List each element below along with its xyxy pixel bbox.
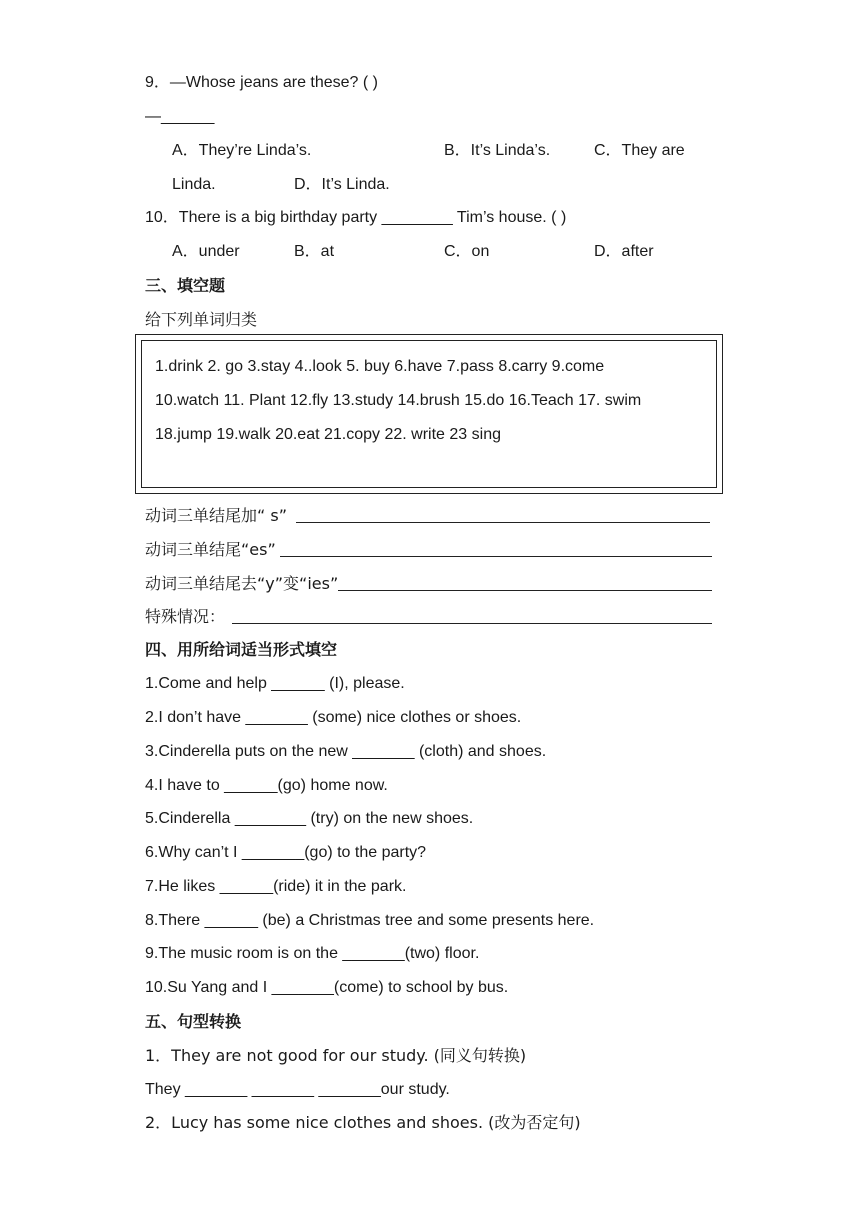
category-special-label: 特殊情况：: [145, 607, 226, 626]
section4-item: 10.Su Yang and I _______(come) to school by bus.: [145, 979, 509, 996]
word-bank-inner-frame: [141, 340, 717, 488]
q9-option-b: B．It’s Linda’s.: [444, 142, 551, 159]
category-add-es-answer-line: [280, 556, 712, 557]
q10-option-d: D．after: [594, 243, 654, 260]
section4-item: 7.He likes ______(ride) it in the park.: [145, 878, 407, 895]
section4-heading: 四、用所给词适当形式填空: [145, 640, 338, 659]
word-bank-line-3: 18.jump 19.walk 20.eat 21.copy 22. write 23 sing: [155, 426, 501, 443]
q9-option-c-continued: Linda.: [172, 176, 216, 193]
category-y-to-ies-answer-line: [338, 590, 712, 591]
section4-item: 2.I don’t have _______ (some) nice clothes or shoes.: [145, 709, 522, 726]
word-bank-line-1: 1.drink 2. go 3.stay 4..look 5. buy 6.have 7.pass 8.carry 9.come: [155, 358, 605, 375]
section3-heading: 三、填空题: [145, 276, 226, 295]
q9-option-a: A．They’re Linda’s.: [172, 142, 312, 159]
section4-item: 1.Come and help ______ (I), please.: [145, 675, 405, 692]
category-special-answer-line: [232, 623, 712, 624]
section4-item: 8.There ______ (be) a Christmas tree and some presents here.: [145, 912, 595, 929]
section4-item: 3.Cinderella puts on the new _______ (cloth) and shoes.: [145, 743, 547, 760]
section5-heading: 五、句型转换: [145, 1012, 242, 1031]
word-bank-box: [135, 334, 723, 494]
section4-item: 6.Why can’t I _______(go) to the party?: [145, 844, 427, 861]
category-add-s-answer-line: [296, 522, 710, 523]
q9-option-c: C．They are: [594, 142, 685, 159]
q9-stem: 9．—Whose jeans are these? ( ): [145, 74, 378, 91]
q9-option-d: D．It’s Linda.: [294, 176, 390, 193]
q10-option-a: A．under: [172, 243, 240, 260]
word-bank-line-2: 10.watch 11. Plant 12.fly 13.study 14.brush 15.do 16.Teach 17. swim: [155, 392, 642, 409]
section4-item: 5.Cinderella ________ (try) on the new shoes.: [145, 810, 474, 827]
section4-item: 4.I have to ______(go) home now.: [145, 777, 388, 794]
section4-item: 9.The music room is on the _______(two) floor.: [145, 945, 480, 962]
q10-option-c: C．on: [444, 243, 490, 260]
section5-item-2: 2．Lucy has some nice clothes and shoes. (改为否定句): [145, 1113, 581, 1132]
category-add-es-label: 动词三单结尾“es”: [145, 540, 276, 559]
category-add-s-label: 动词三单结尾加“ s”: [145, 506, 288, 525]
q10-stem: 10．There is a big birthday party ________ Tim’s house. ( ): [145, 209, 567, 226]
section5-item-1-answer: They _______ _______ _______our study.: [145, 1081, 450, 1098]
q9-answer-blank: —______: [145, 108, 215, 125]
section3-instruction: 给下列单词归类: [145, 310, 258, 329]
category-y-to-ies-label: 动词三单结尾去“y”变“ies”: [145, 574, 339, 593]
q10-option-b: B．at: [294, 243, 335, 260]
section5-item-1: 1．They are not good for our study. (同义句转换): [145, 1046, 527, 1065]
